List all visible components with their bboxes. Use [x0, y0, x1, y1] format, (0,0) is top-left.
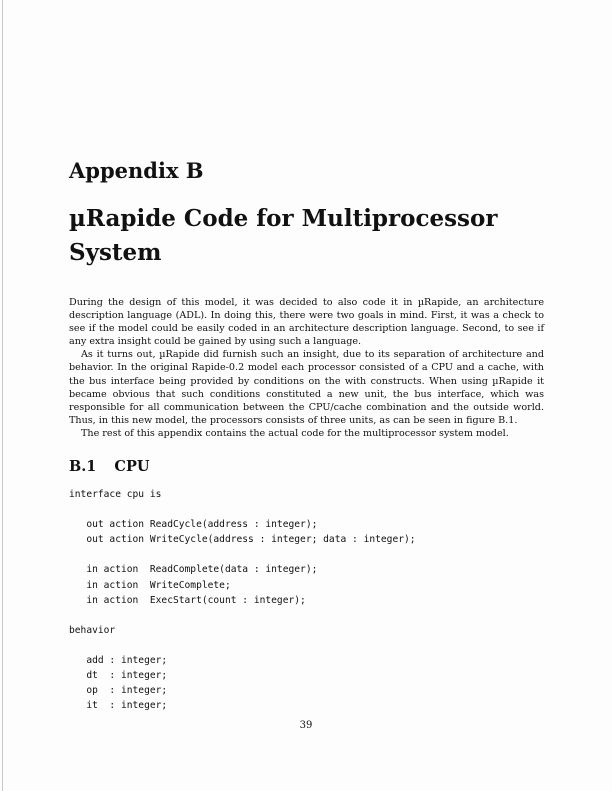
section-title: CPU	[114, 458, 150, 475]
page-number: 39	[299, 720, 313, 731]
chapter-title: µRapide Code for Multiprocessor System	[69, 205, 498, 266]
body-text	[69, 296, 544, 440]
paragraph-rest: The rest of this appendix contains the actual code for the multiprocessor system model.	[81, 427, 509, 439]
code-listing: interface cpu is out action ReadCycle(address : integer); out action WriteCycle(address : integer; data : integer); in action ReadComplete(data : integer); in action WriteComplete; in action ExecStart(count : integer); behavior add : integer; dt : integer; op : integer; it : integer;	[69, 489, 416, 712]
paragraph-intro: During the design of this model, it was decided to also code it in µRapide, an architecture description language (ADL). In doing this, there were two goals in mind. First, it was a check to see if the model could be easily coded in an architecture description language. Second, to see if any extra insight could be gained by using such a language.	[69, 297, 544, 348]
paragraph-insight: As it turns out, µRapide did furnish such an insight, due to its separation of architecture and behavior. In the original Rapide-0.2 model each processor consisted of a CPU and a cache, with the bus interface being provided by conditions on the with constructs. When using µRapide it became obvious that such conditions constituted a new unit, the bus interface, which was responsible for all communication between the CPU/cache combination and the outside world. Thus, in this new model, the processors consists of three units, as can be seen in figure B.1.	[69, 349, 544, 426]
page-edge-line	[2, 0, 3, 791]
section-heading	[69, 458, 150, 475]
appendix-label: Appendix B	[69, 158, 204, 183]
section-number: B.1	[69, 458, 97, 475]
